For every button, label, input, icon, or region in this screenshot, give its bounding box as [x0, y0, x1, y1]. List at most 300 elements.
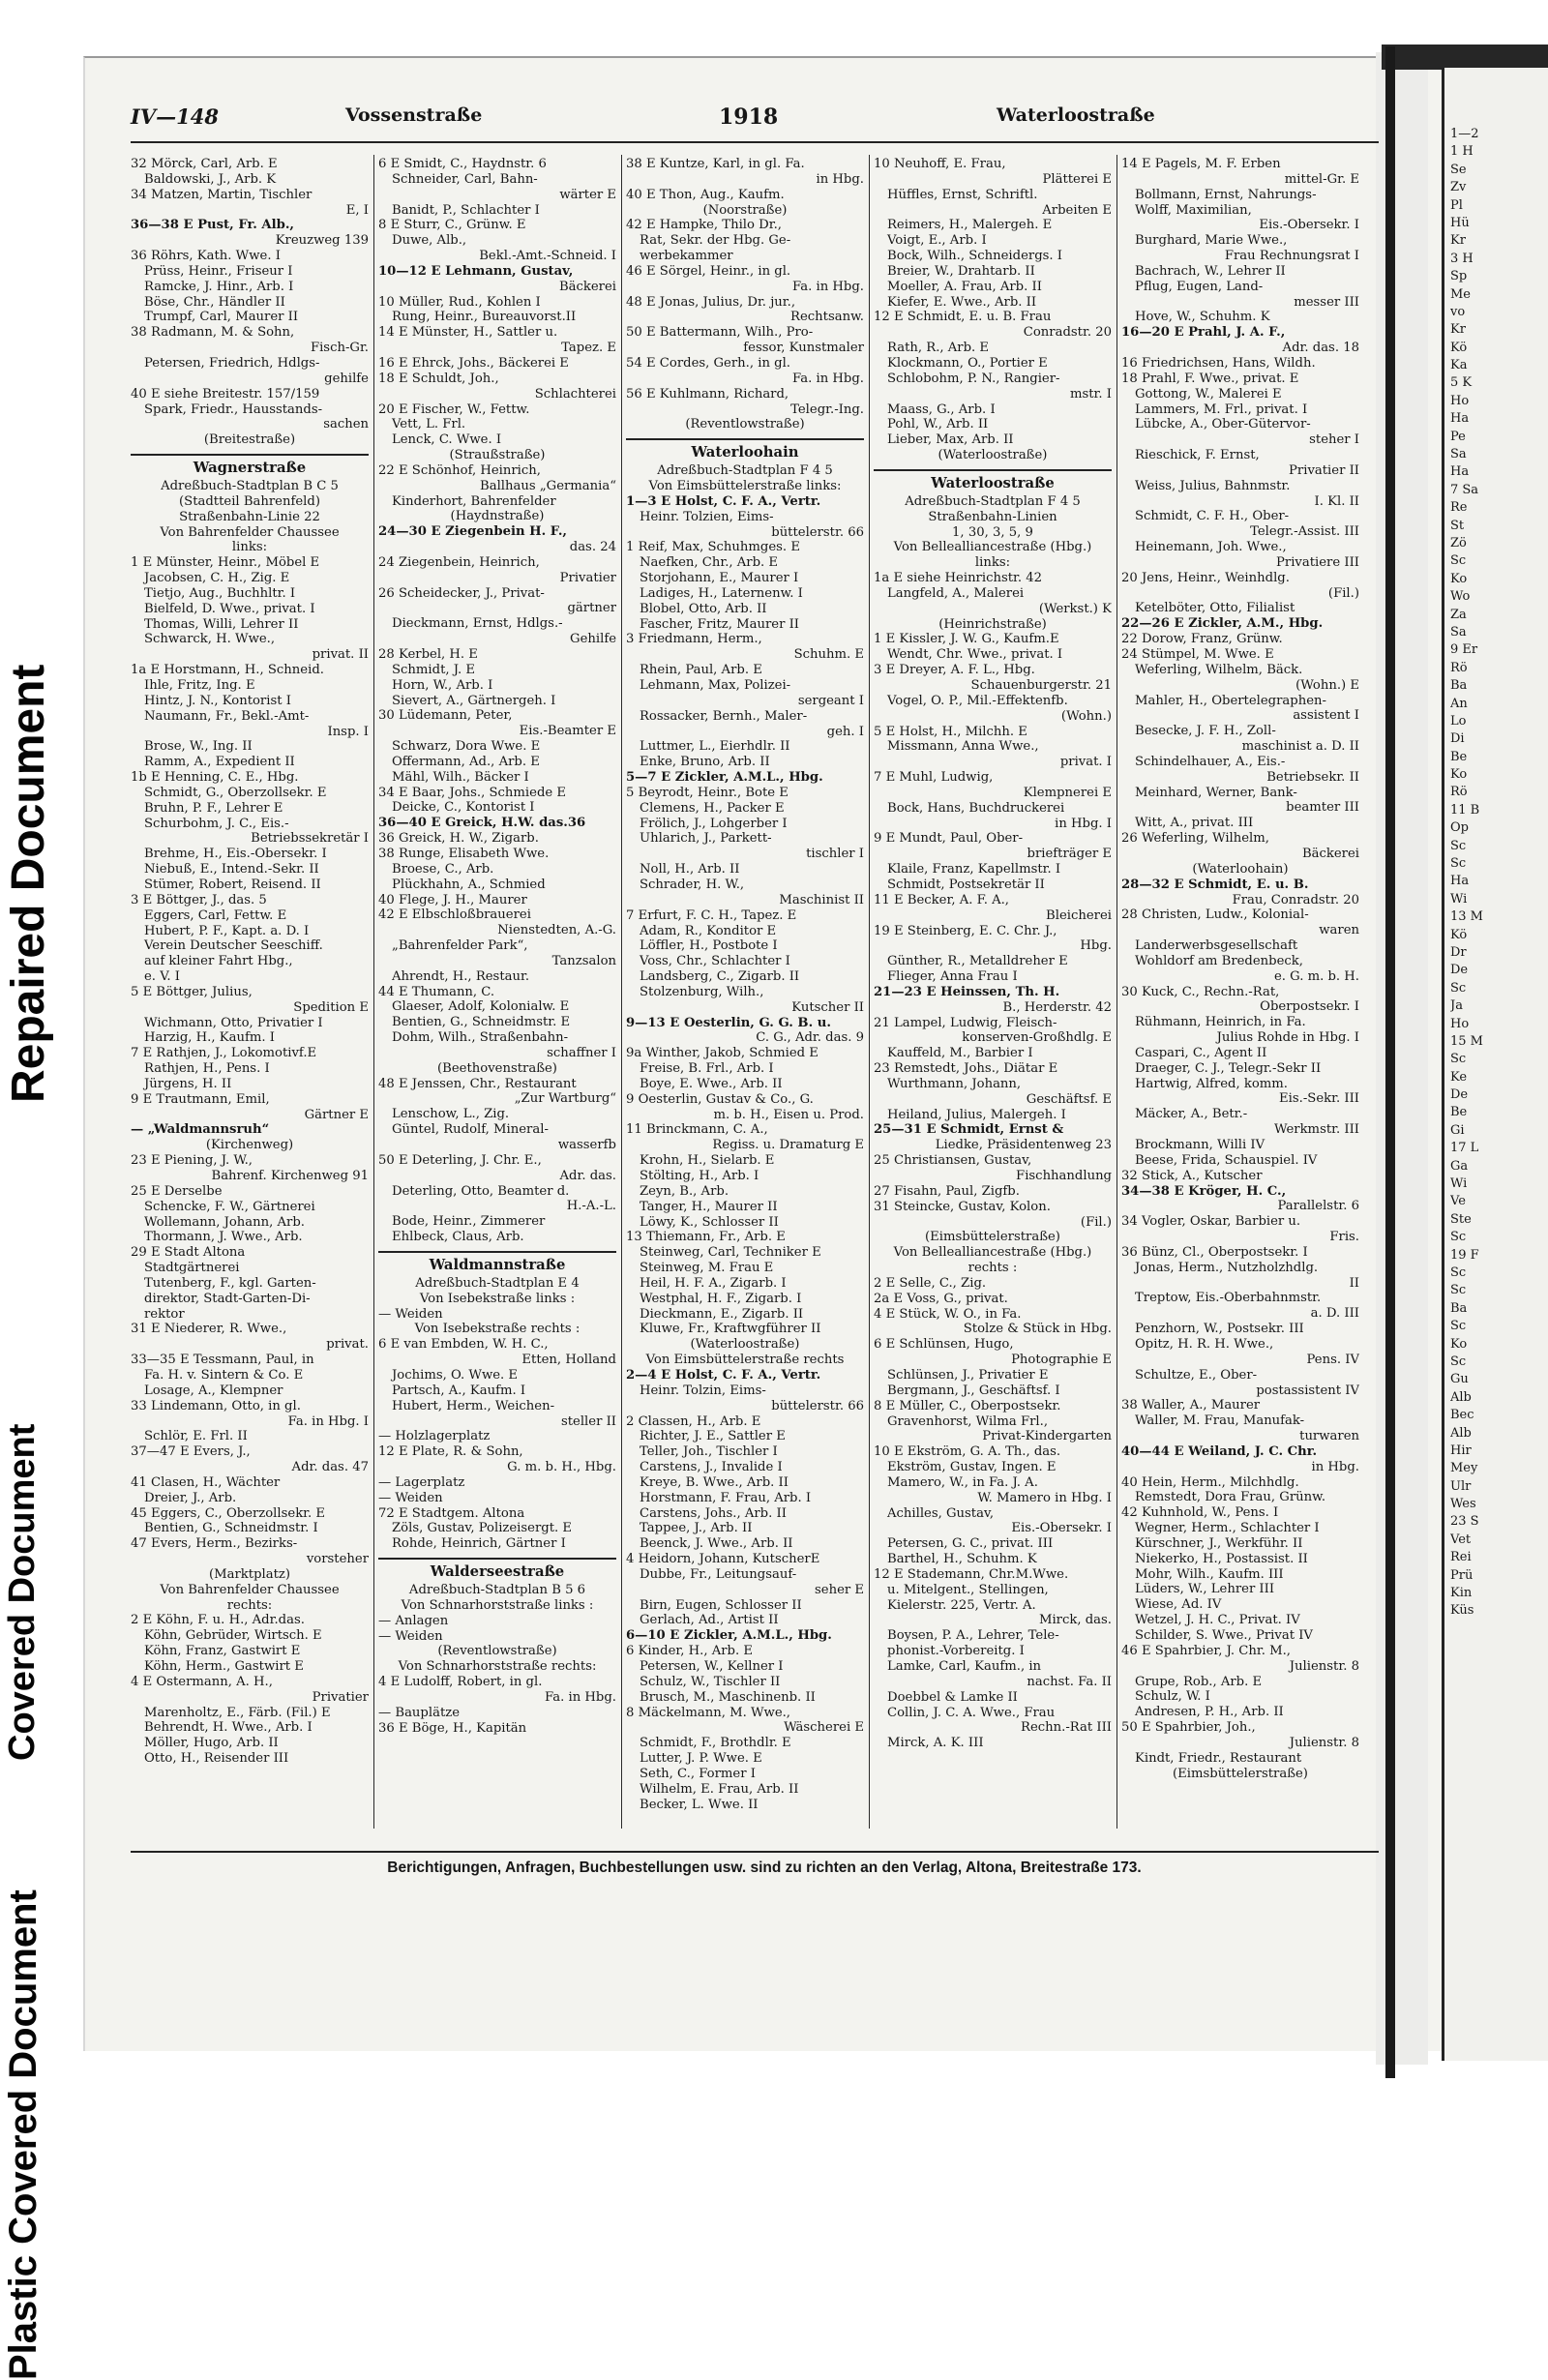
directory-entry: Lieber, Max, Arb. II	[887, 432, 1014, 448]
directory-entry: werbekammer	[640, 249, 733, 264]
directory-entry: Frau, Conradstr. 20	[1232, 892, 1359, 907]
directory-entry: Ketelböter, Otto, Filialist	[1135, 601, 1295, 616]
directory-entry: Petersen, Friedrich, Hdlgs-	[144, 355, 320, 371]
directory-entry: Adreßbuch-Stadtplan B 5 6	[408, 1583, 586, 1598]
next-page-line: Ja	[1450, 998, 1463, 1014]
directory-entry: Wegner, Herm., Schlachter I	[1135, 1521, 1320, 1536]
next-page-line: 1 H	[1450, 144, 1474, 160]
directory-entry: Straßenbahn-Linie 22	[179, 509, 320, 524]
directory-entry: Löffler, H., Postbote I	[640, 938, 778, 954]
directory-entry: 10 Müller, Rud., Kohlen I	[378, 294, 541, 310]
directory-entry: Bäckerei	[1301, 846, 1359, 861]
directory-entry: Stümer, Robert, Reisend. II	[144, 877, 321, 892]
next-page-line: Alb	[1450, 1425, 1472, 1441]
next-page-line: 23 S	[1450, 1514, 1479, 1530]
directory-entry: Heinr. Tolzin, Eims-	[640, 1383, 766, 1398]
directory-entry: Hubert, P. F., Kapt. a. D. I	[144, 923, 310, 938]
directory-entry: messer III	[1294, 294, 1359, 310]
next-page-line: Ste	[1450, 1211, 1472, 1227]
scanner-shadow-top	[1382, 45, 1548, 70]
directory-entry: 12 E Stademann, Chr.M.Wwe.	[874, 1566, 1069, 1582]
directory-entry: Burghard, Marie Wwe.,	[1135, 233, 1288, 249]
directory-entry: assistent I	[1293, 708, 1359, 724]
directory-entry: Bollmann, Ernst, Nahrungs-	[1135, 187, 1317, 202]
directory-entry: Schulz, W., Tischler II	[640, 1674, 781, 1689]
directory-entry: Beenck, J. Wwe., Arb. II	[640, 1536, 793, 1552]
next-page-line: Gi	[1450, 1122, 1465, 1138]
directory-entry: Betriebsekr. II	[1266, 769, 1359, 785]
directory-entry: B., Herderstr. 42	[1002, 999, 1112, 1015]
next-page-line: 9 Er	[1450, 642, 1478, 658]
directory-entry: Tapez. E	[561, 341, 616, 356]
plastic-covered-document-label: Plastic Covered Document	[2, 1889, 45, 2380]
directory-entry: 42 E Hampke, Thilo Dr.,	[626, 218, 782, 233]
directory-entry: Lübcke, A., Ober-Gütervor-	[1135, 417, 1311, 432]
scan-overlay-labels	[0, 600, 77, 2380]
directory-entry: 34—38 E Kröger, H. C.,	[1121, 1183, 1287, 1199]
directory-entry: Ramcke, J. Hinr., Arb. I	[144, 279, 294, 294]
directory-entry: (Eimsbüttelerstraße)	[1173, 1766, 1308, 1781]
directory-entry: 8 E Sturr, C., Grünw. E	[378, 218, 526, 233]
directory-entry: 5—7 E Zickler, A.M.L., Hbg.	[626, 770, 823, 786]
directory-entry: beamter III	[1286, 800, 1359, 816]
directory-entry: Fa. in Hbg.	[792, 371, 864, 386]
directory-entry: 42 E Elbschloßbrauerei	[378, 907, 531, 923]
directory-entry: gärtner	[567, 601, 616, 616]
directory-entry: Ihle, Fritz, Ing. E	[144, 678, 255, 693]
directory-entry: briefträger E	[1027, 847, 1112, 862]
next-page-line: Lo	[1450, 713, 1467, 729]
directory-entry: 11 E Becker, A. F. A.,	[874, 892, 1009, 907]
directory-entry: Fascher, Fritz, Maurer II	[640, 616, 799, 632]
directory-entry: — Weiden	[378, 1490, 443, 1505]
section-rule	[874, 469, 1112, 471]
directory-entry: 46 E Sörgel, Heinr., in gl.	[626, 263, 791, 279]
directory-entry: Lehmann, Max, Polizei-	[640, 678, 791, 693]
directory-entry: Naefken, Chr., Arb. E	[640, 555, 779, 571]
year-heading: 1918	[719, 104, 779, 130]
next-page-line: Pe	[1450, 429, 1466, 444]
directory-entry: 34 Matzen, Martin, Tischler	[131, 187, 313, 202]
next-page-line: Ba	[1450, 678, 1468, 694]
directory-entry: Dreier, J., Arb.	[144, 1490, 237, 1505]
directory-entry: Reimers, H., Malergeh. E	[887, 218, 1053, 233]
directory-entry: Arbeiten E	[1042, 202, 1112, 218]
directory-entry: Wilhelm, E. Frau, Arb. II	[640, 1781, 799, 1797]
directory-entry: Maschinist II	[779, 892, 864, 907]
directory-entry: (Beethovenstraße)	[437, 1060, 557, 1076]
directory-entry: 6 E Schlünsen, Hugo,	[874, 1337, 1014, 1353]
directory-entry: 30 Lüdemann, Peter,	[378, 708, 513, 724]
next-page-line: Wi	[1450, 891, 1468, 907]
directory-entry: Dohm, Wilh., Straßenbahn-	[392, 1030, 569, 1046]
directory-entry: Eis.-Obersekr. I	[1011, 1521, 1112, 1536]
directory-entry: 22 Dorow, Franz, Grünw.	[1121, 632, 1283, 647]
directory-entry: Heinr. Tolzien, Eims-	[640, 509, 774, 524]
next-page-line: Rei	[1450, 1550, 1472, 1565]
directory-entry: 1 E Münster, Heinr., Möbel E	[131, 555, 320, 571]
directory-entry: Lammers, M. Frl., privat. I	[1135, 402, 1308, 417]
directory-entry: Tappee, J., Arb. II	[640, 1521, 753, 1536]
directory-entry: Rung, Heinr., Bureauvorst.II	[392, 310, 577, 325]
next-page-line: Sc	[1450, 1265, 1467, 1280]
directory-entry: — Weiden	[378, 1628, 443, 1644]
next-page-line: 5 K	[1450, 375, 1473, 391]
directory-entry: Brehme, H., Eis.-Obersekr. I	[144, 847, 327, 862]
directory-entry: 30 Kuck, C., Rechn.-Rat,	[1121, 984, 1280, 999]
directory-entry: Jacobsen, C. H., Zig. E	[144, 571, 290, 586]
next-page-line: Ho	[1450, 393, 1470, 408]
directory-entry: (Noorstraße)	[702, 202, 788, 218]
directory-entry: Wendt, Chr. Wwe., privat. I	[887, 647, 1063, 663]
next-page-line: Sc	[1450, 1283, 1467, 1298]
directory-entry: Niekerko, H., Postassist. II	[1135, 1551, 1308, 1566]
column-divider	[373, 155, 374, 1829]
next-page-line: Sc	[1450, 838, 1467, 853]
directory-entry: in Hbg.	[816, 171, 864, 187]
directory-entry: rechts :	[968, 1261, 1018, 1276]
directory-entry: Hubert, Herm., Weichen-	[392, 1398, 555, 1413]
directory-entry: Wohldorf am Bredenbeck,	[1135, 953, 1303, 968]
next-page-line: Ko	[1450, 571, 1468, 586]
directory-entry: 44 E Thumann, C.	[378, 984, 495, 999]
directory-entry: 18 Prahl, F. Wwe., privat. E	[1121, 371, 1299, 386]
directory-entry: 47 Evers, Herm., Bezirks-	[131, 1536, 298, 1552]
next-page-line: Zv	[1450, 180, 1467, 195]
directory-entry: privat. I	[1059, 755, 1112, 770]
directory-entry: 4 E Ostermann, A. H.,	[131, 1674, 273, 1689]
directory-entry: Deicke, C., Kontorist I	[392, 800, 535, 816]
directory-entry: (Waterloostraße)	[690, 1337, 800, 1353]
directory-entry: Harzig, H., Kaufm. I	[144, 1030, 275, 1046]
directory-entry: büttelerstr. 66	[771, 1398, 864, 1413]
directory-entry: Pflug, Eugen, Land-	[1135, 279, 1264, 294]
directory-entry: Rechn.-Rat III	[1021, 1720, 1112, 1736]
next-page-line: Kö	[1450, 340, 1468, 355]
directory-entry: maschinist a. D. II	[1241, 739, 1359, 755]
directory-entry: geh. I	[826, 724, 864, 739]
directory-entry: Vogel, O. P., Mil.-Effektenfb.	[887, 693, 1068, 708]
directory-entry: Petersen, W., Kellner I	[640, 1659, 784, 1674]
directory-entry: Weiss, Julius, Bahnmstr.	[1135, 478, 1291, 493]
directory-entry: 9a Winther, Jakob, Schmied E	[626, 1046, 819, 1061]
column-divider	[1116, 155, 1117, 1829]
directory-entry: Rohde, Heinrich, Gärtner I	[392, 1536, 566, 1552]
directory-entry: wärter E	[559, 187, 616, 202]
directory-entry: Schwarck, H. Wwe.,	[144, 632, 276, 647]
directory-entry: 28 Christen, Ludw., Kolonial-	[1121, 907, 1309, 923]
directory-entry: Schmidt, F., Brothdlr. E	[640, 1736, 791, 1751]
directory-entry: Frölich, J., Lohgerber I	[640, 816, 788, 831]
directory-entry: Dieckmann, E., Zigarb. II	[640, 1306, 804, 1322]
directory-entry: Rathjen, H., Pens. I	[144, 1061, 270, 1077]
directory-entry: Von Eimsbüttelerstraße rechts	[645, 1353, 845, 1368]
directory-entry: Wurthmann, Johann,	[887, 1076, 1022, 1091]
directory-entry: 14 E Pagels, M. F. Erben	[1121, 157, 1281, 171]
directory-entry: Maass, G., Arb. I	[887, 402, 996, 417]
next-page-line: De	[1450, 963, 1469, 978]
next-page-line: Wo	[1450, 589, 1471, 605]
directory-entry: Privatier II	[1289, 462, 1359, 478]
directory-entry: Stolze & Stück in Hbg.	[963, 1322, 1112, 1337]
next-page-line: Dr	[1450, 944, 1467, 960]
header-rule	[131, 141, 1379, 143]
directory-entry: 1 E Kissler, J. W. G., Kaufm.E	[874, 632, 1059, 647]
directory-entry: Storjohann, E., Maurer I	[640, 571, 799, 586]
directory-entry: Penzhorn, W., Postsekr. III	[1135, 1322, 1304, 1337]
directory-entry: 13 Thiemann, Fr., Arb. E	[626, 1230, 786, 1245]
directory-entry: Köhn, Herm., Gastwirt E	[144, 1659, 304, 1674]
scanner-shadow-bar	[1385, 46, 1395, 2078]
next-page-line: Ka	[1450, 358, 1468, 373]
directory-entry: Hbg.	[1080, 938, 1112, 954]
directory-entry: Zeyn, B., Arb.	[640, 1183, 729, 1199]
directory-entry: sachen	[323, 417, 369, 432]
directory-entry: Clemens, H., Packer E	[640, 800, 785, 816]
directory-entry: 2—4 E Holst, C. F. A., Vertr.	[626, 1367, 821, 1383]
directory-entry: seher E	[815, 1582, 864, 1597]
directory-entry: 7 E Rathjen, J., Lokomotivf.E	[131, 1046, 317, 1061]
directory-entry: Tietjo, Aug., Buchhltr. I	[144, 585, 296, 601]
directory-entry: Westphal, H. F., Zigarb. I	[640, 1291, 802, 1306]
directory-entry: 36—38 E Pust, Fr. Alb.,	[131, 218, 295, 233]
directory-entry: (Reventlowstraße)	[437, 1644, 557, 1659]
directory-entry: 7 Erfurt, F. C. H., Tapez. E	[626, 907, 797, 923]
directory-entry: 10—12 E Lehmann, Gustav,	[378, 263, 574, 279]
directory-entry: 12 E Plate, R. & Sohn,	[378, 1444, 523, 1460]
directory-entry: Plätterei E	[1042, 171, 1112, 187]
directory-entry: Boysen, P. A., Lehrer, Tele-	[887, 1628, 1059, 1644]
directory-entry: Etten, Holland	[521, 1353, 616, 1368]
directory-entry: 38 Radmann, M. & Sohn,	[131, 325, 295, 341]
next-page-line: Ko	[1450, 1336, 1468, 1352]
directory-entry: in Hbg. I	[1055, 816, 1112, 831]
directory-entry: 9 E Trautmann, Emil,	[131, 1091, 270, 1107]
directory-entry: Nienstedten, A.-G.	[497, 923, 616, 938]
directory-entry: Jochims, O. Wwe. E	[392, 1367, 519, 1383]
directory-entry: (Heinrichstraße)	[938, 616, 1047, 632]
directory-entry: 28 Kerbel, H. E	[378, 647, 478, 662]
next-page-line: Sa	[1450, 624, 1467, 640]
directory-entry: 23 Remstedt, Johs., Diätar E	[874, 1061, 1058, 1077]
directory-entry: Fa. in Hbg. I	[287, 1413, 369, 1429]
directory-entry: links:	[231, 540, 268, 555]
directory-entry: 56 E Kuhlmann, Richard,	[626, 386, 789, 402]
directory-entry: 42 Kuhnhold, W., Pens. I	[1121, 1505, 1279, 1521]
directory-entry: 27 Fisahn, Paul, Zigfb.	[874, 1183, 1020, 1199]
next-page-line: 11 B	[1450, 802, 1480, 818]
directory-entry: „Zur Wartburg“	[514, 1091, 616, 1107]
directory-entry: Wichmann, Otto, Privatier I	[144, 1015, 323, 1030]
directory-entry: Prüss, Heinr., Friseur I	[144, 263, 293, 279]
directory-entry: Julienstr. 8	[1289, 1658, 1359, 1674]
directory-entry: Bäckerei	[558, 279, 616, 294]
directory-entry: Möller, Hugo, Arb. II	[144, 1736, 279, 1751]
directory-entry: Heinemann, Joh. Wwe.,	[1135, 540, 1287, 555]
next-page-line: 1—2	[1450, 127, 1479, 141]
directory-entry: fessor, Kunstmaler	[743, 341, 864, 356]
directory-entry: Kreuzweg 139	[275, 233, 369, 249]
directory-entry: Andresen, P. H., Arb. II	[1135, 1705, 1284, 1720]
footer-rule	[131, 1851, 1379, 1853]
next-page-line: Bec	[1450, 1408, 1474, 1423]
directory-entry: Oberpostsekr. I	[1260, 999, 1359, 1015]
directory-entry: Marenholtz, E., Färb. (Fil.) E	[144, 1705, 331, 1720]
directory-entry: Trumpf, Carl, Maurer II	[144, 310, 299, 325]
directory-entry: Lamke, Carl, Kaufm., in	[887, 1659, 1042, 1674]
directory-entry: 18 E Schuldt, Joh.,	[378, 371, 499, 386]
directory-entry: — Holzlagerplatz	[378, 1429, 491, 1444]
next-page-line: Ga	[1450, 1158, 1469, 1174]
directory-entry: 2 E Köhn, F. u. H., Adr.das.	[131, 1613, 305, 1628]
directory-entry: 9—13 E Oesterlin, G. G. B. u.	[626, 1015, 831, 1030]
directory-entry: Luttmer, L., Eierhdlr. II	[640, 739, 790, 755]
directory-entry: Ladiges, H., Laternenw. I	[640, 585, 803, 601]
directory-entry: Witt, A., privat. III	[1135, 816, 1254, 831]
directory-entry: postassistent IV	[1256, 1383, 1359, 1398]
directory-entry: schaffner I	[547, 1045, 616, 1060]
directory-entry: Wäscherei E	[784, 1720, 864, 1736]
directory-entry: 38 Waller, A., Maurer	[1121, 1398, 1261, 1413]
directory-entry: Heil, H. F. A., Zigarb. I	[640, 1275, 787, 1291]
directory-entry: Behrendt, H. Wwe., Arb. I	[144, 1720, 313, 1736]
directory-entry: Eis.-Sekr. III	[1279, 1091, 1359, 1107]
directory-entry: Straßenbahn-Linien	[928, 509, 1057, 524]
directory-entry: 24—30 E Ziegenbein H. F.,	[378, 524, 568, 540]
directory-entry: büttelerstr. 66	[771, 524, 864, 540]
directory-entry: (Straußstraße)	[449, 448, 546, 463]
directory-entry: 48 E Jonas, Julius, Dr. jur.,	[626, 294, 796, 310]
directory-entry: Regiss. u. Dramaturg E	[712, 1138, 864, 1153]
page-number: IV—148	[131, 104, 219, 129]
directory-entry: Schlachterei	[534, 386, 616, 402]
directory-entry: das. 24	[569, 540, 616, 555]
directory-entry: „Bahrenfelder Park“,	[392, 938, 528, 954]
directory-entry: Adreßbuch-Stadtplan E 4	[415, 1275, 580, 1291]
directory-entry: Lutter, J. P. Wwe. E	[640, 1751, 762, 1767]
directory-entry: nachst. Fa. II	[1027, 1674, 1112, 1689]
next-page-line: Sc	[1450, 553, 1467, 569]
directory-entry: 31 Steincke, Gustav, Kolon.	[874, 1199, 1051, 1214]
directory-entry: Adam, R., Konditor E	[640, 923, 777, 938]
next-page-line: 7 Sa	[1450, 482, 1479, 497]
directory-entry: Kinderhort, Bahrenfelder	[392, 493, 556, 509]
directory-entry: Wolff, Maximilian,	[1135, 202, 1252, 218]
directory-entry: Von Eimsbüttelerstraße links:	[648, 479, 842, 494]
directory-entry: Enke, Bruno, Arb. II	[640, 755, 770, 770]
directory-entry: Draeger, C. J., Telegr.-Sekr II	[1135, 1060, 1322, 1076]
directory-entry: 21—23 E Heinssen, Th. H.	[874, 984, 1060, 999]
directory-entry: Geschäftsf. E	[1026, 1091, 1112, 1107]
directory-entry: Eis.-Obersekr. I	[1259, 218, 1359, 233]
directory-entry: Thormann, J. Wwe., Arb.	[144, 1230, 303, 1245]
directory-entry: 34 E Baar, Johs., Schmiede E	[378, 785, 567, 800]
directory-entry: Horstmann, F. Frau, Arb. I	[640, 1490, 812, 1505]
directory-entry: 1—3 E Holst, C. F. A., Vertr.	[626, 493, 821, 509]
directory-entry: Pens. IV	[1306, 1352, 1359, 1367]
directory-entry: Löwy, K., Schlosser II	[640, 1214, 779, 1230]
directory-entry: Rühmann, Heinrich, in Fa.	[1135, 1015, 1306, 1030]
directory-entry: 40 E Thon, Aug., Kaufm.	[626, 187, 785, 202]
directory-entry: 11 Brinckmann, C. A.,	[626, 1122, 768, 1138]
directory-entry: Voss, Chr., Schlachter I	[640, 954, 790, 969]
directory-entry: Freise, B. Frl., Arb. I	[640, 1061, 774, 1077]
directory-entry: C. G., Adr. das. 9	[756, 1030, 864, 1046]
next-page-line: 17 L	[1450, 1141, 1479, 1156]
directory-entry: Rat, Sekr. der Hbg. Ge-	[640, 233, 791, 249]
directory-entry: 26 Scheidecker, J., Privat-	[378, 585, 545, 601]
directory-entry: Gravenhorst, Wilma Frl.,	[887, 1413, 1049, 1429]
directory-entry: (Fil.)	[1327, 585, 1359, 601]
directory-entry: Ehlbeck, Claus, Arb.	[392, 1230, 524, 1245]
directory-entry: 72 E Stadtgem. Altona	[378, 1505, 525, 1521]
directory-entry: Schurbohm, J. C., Eis.-	[144, 816, 289, 831]
directory-entry: privat.	[326, 1337, 369, 1353]
street-heading: Waldmannstraße	[429, 1256, 566, 1273]
directory-entry: 16 E Ehrck, Johs., Bäckerei E	[378, 355, 569, 371]
next-page-line: Hir	[1450, 1443, 1472, 1458]
directory-entry: Vett, L. Frl.	[392, 417, 466, 432]
directory-entry: Schulz, W. I	[1135, 1689, 1210, 1705]
column-divider	[621, 155, 622, 1829]
directory-entry: 25 E Derselbe	[131, 1183, 223, 1199]
directory-entry: (Haydnstraße)	[450, 509, 545, 524]
section-rule	[131, 454, 369, 456]
next-page-line: vo	[1450, 304, 1466, 319]
directory-column-3	[626, 157, 864, 1976]
next-page-line: Kr	[1450, 233, 1466, 249]
directory-entry: Gehilfe	[570, 632, 616, 647]
directory-entry: 50 E Spahrbier, Joh.,	[1121, 1720, 1256, 1736]
directory-entry: Julienstr. 8	[1289, 1735, 1359, 1750]
directory-entry: (Wohn.) E	[1295, 677, 1359, 693]
directory-entry: Noll, H., Arb. II	[640, 862, 740, 878]
directory-entry: II	[1349, 1275, 1359, 1291]
directory-entry: Bock, Wilh., Schneidergs. I	[887, 249, 1062, 264]
directory-entry: Bachrach, W., Lehrer II	[1135, 263, 1286, 279]
directory-entry: 6 E van Embden, W. H. C.,	[378, 1337, 549, 1353]
directory-entry: Mäcker, A., Betr.-	[1135, 1107, 1248, 1122]
directory-entry: Deterling, Otto, Beamter d.	[392, 1183, 570, 1199]
directory-entry: Wetzel, J. H. C., Privat. IV	[1135, 1613, 1300, 1628]
directory-entry: Mähl, Wilh., Bäcker I	[392, 769, 529, 785]
directory-entry: 36 Röhrs, Kath. Wwe. I	[131, 249, 281, 264]
directory-entry: Achilles, Gustav,	[887, 1505, 995, 1521]
directory-entry: Insp. I	[327, 724, 369, 739]
directory-entry: 19 E Steinberg, E. C. Chr. J.,	[874, 923, 1057, 938]
directory-entry: 1, 30, 3, 5, 9	[952, 524, 1033, 540]
next-page-line: Kin	[1450, 1586, 1473, 1601]
directory-entry: Eis.-Beamter E	[519, 724, 616, 739]
directory-entry: 40 Flege, J. H., Maurer	[378, 892, 527, 907]
directory-entry: Klempnerei E	[1023, 785, 1112, 800]
directory-entry: 9 E Mundt, Paul, Ober-	[874, 831, 1024, 847]
next-page-line: An	[1450, 696, 1468, 711]
directory-entry: 40 Hein, Herm., Milchhdlg.	[1121, 1474, 1299, 1490]
page-header	[131, 104, 1379, 135]
directory-entry: Schmidt, C. F. H., Ober-	[1135, 509, 1290, 524]
directory-entry: Spedition E	[293, 999, 369, 1015]
directory-entry: Besecke, J. F. H., Zoll-	[1135, 724, 1276, 739]
next-page-line: Wi	[1450, 1176, 1468, 1192]
directory-entry: Schneider, Carl, Bahn-	[392, 171, 538, 187]
next-page-line: 15 M	[1450, 1033, 1483, 1049]
next-page-line: Küs	[1450, 1603, 1474, 1619]
directory-entry: 2 E Selle, C., Zig.	[874, 1275, 987, 1291]
next-page-line: Zö	[1450, 535, 1467, 550]
directory-entry: Caspari, C., Agent II	[1135, 1045, 1267, 1060]
directory-entry: Mahler, H., Obertelegraphen-	[1135, 693, 1326, 708]
